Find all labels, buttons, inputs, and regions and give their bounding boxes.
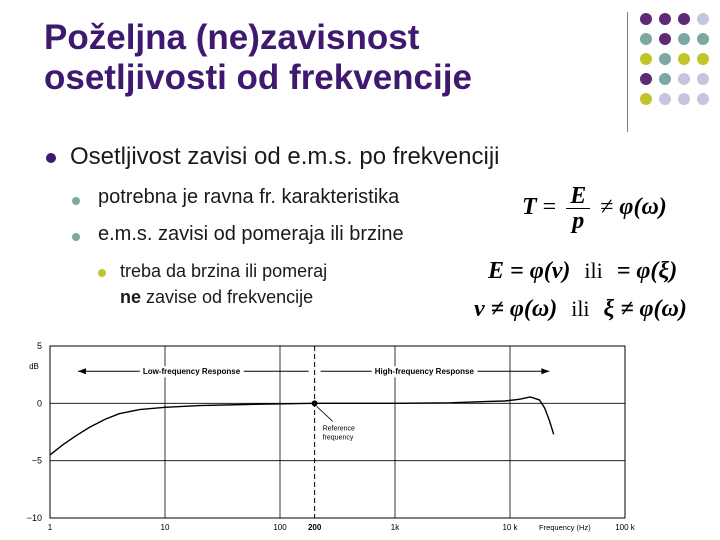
- decor-dot: [697, 33, 709, 45]
- eq1-num: E: [570, 183, 587, 209]
- bullet-icon: [98, 269, 106, 277]
- y-tick-label: 5: [36, 341, 42, 351]
- decor-dot: [659, 93, 671, 105]
- eq3-a: ν ≠ φ(ω): [474, 296, 558, 322]
- decor-dot: [640, 13, 652, 25]
- bullet-icon: [46, 153, 56, 163]
- eq2-ili: ili: [584, 258, 603, 283]
- eq1-fraction: [566, 184, 590, 233]
- decor-dot: [640, 53, 652, 65]
- y-tick-label: 0: [36, 398, 42, 409]
- bullet-level1-text: Osetljivost zavisi od e.m.s. po frekvenciji: [70, 143, 500, 170]
- decor-dot: [678, 33, 690, 45]
- eq3-c: ξ ≠ φ(ω): [603, 296, 687, 322]
- eq3-ili: ili: [571, 296, 590, 321]
- decor-divider: [627, 12, 628, 132]
- x-tick-label: 200: [307, 523, 322, 532]
- eq1-den: p: [572, 208, 585, 234]
- decor-dot: [678, 73, 690, 85]
- title-line-1: Poželjna (ne)zavisnost: [44, 18, 420, 57]
- eq1-rhs: φ(ω): [619, 194, 667, 221]
- decor-dot: [697, 93, 709, 105]
- decor-dot: [678, 53, 690, 65]
- bullet-icon: [72, 197, 80, 205]
- decor-dot: [659, 13, 671, 25]
- response-curve: [50, 397, 554, 455]
- x-tick-label: 10 k: [502, 523, 518, 532]
- decor-dot-grid: [638, 12, 718, 122]
- decor-dot: [640, 93, 652, 105]
- arrowhead-icon: [541, 368, 549, 374]
- title-line-2: osetljivosti od frekvencije: [44, 58, 472, 97]
- decor-dot: [678, 93, 690, 105]
- low-frequency-label: Low-frequency Response: [142, 367, 241, 377]
- x-axis-label: Frequency (Hz): [539, 523, 591, 532]
- bullet-icon: [72, 233, 80, 241]
- bullet-level3-line-1: treba da brzina ili pomeraj: [120, 261, 328, 281]
- eq1-eq: =: [542, 194, 557, 221]
- decor-dot: [697, 53, 709, 65]
- bullet-level2-text-2: e.m.s. zavisi od pomeraja ili brzine: [98, 223, 404, 245]
- frequency-response-chart: [0, 338, 640, 540]
- bullet-level2-text-1: potrebna je ravna fr. karakteristika: [98, 186, 400, 208]
- eq2-c: = φ(ξ): [616, 258, 678, 284]
- equation-1: [522, 184, 667, 233]
- bullet-level3-line-2: [120, 284, 327, 310]
- eq1-lhs: T: [522, 194, 537, 221]
- equation-2: [488, 258, 677, 285]
- reference-label-line-2: frequency: [322, 434, 354, 442]
- bullet-level3-text: [120, 258, 327, 310]
- x-tick-label: 100: [273, 523, 287, 532]
- x-tick-label: 1: [47, 523, 53, 532]
- y-tick-label: −10: [26, 513, 42, 523]
- x-tick-label: 10: [160, 523, 170, 532]
- decor-dot: [678, 13, 690, 25]
- x-tick-label: 1k: [390, 523, 400, 532]
- y-tick-label: −5: [31, 455, 42, 466]
- eq1-neq: ≠: [600, 194, 614, 221]
- y-axis-label: dB: [29, 361, 39, 371]
- arrowhead-icon: [78, 368, 86, 374]
- reference-point: [312, 400, 318, 406]
- decor-dot: [640, 33, 652, 45]
- slide-title: [44, 18, 604, 98]
- eq2-a: E: [488, 258, 505, 284]
- decor-dot: [697, 73, 709, 85]
- decor-dot: [640, 73, 652, 85]
- bullet-level3-rest: zavise od frekvencije: [141, 287, 314, 307]
- equation-3: [474, 296, 687, 323]
- decor-dot: [659, 53, 671, 65]
- reference-leader: [317, 406, 333, 421]
- x-tick-label: 100 k: [615, 523, 635, 532]
- high-frequency-label: High-frequency Response: [374, 367, 474, 377]
- eq2-b: = φ(ν): [510, 258, 571, 284]
- reference-label-line-1: Reference: [322, 425, 355, 433]
- bullet-level3-bold: ne: [120, 287, 142, 307]
- decor-dot: [659, 33, 671, 45]
- decor-dot: [697, 13, 709, 25]
- decor-dot: [659, 73, 671, 85]
